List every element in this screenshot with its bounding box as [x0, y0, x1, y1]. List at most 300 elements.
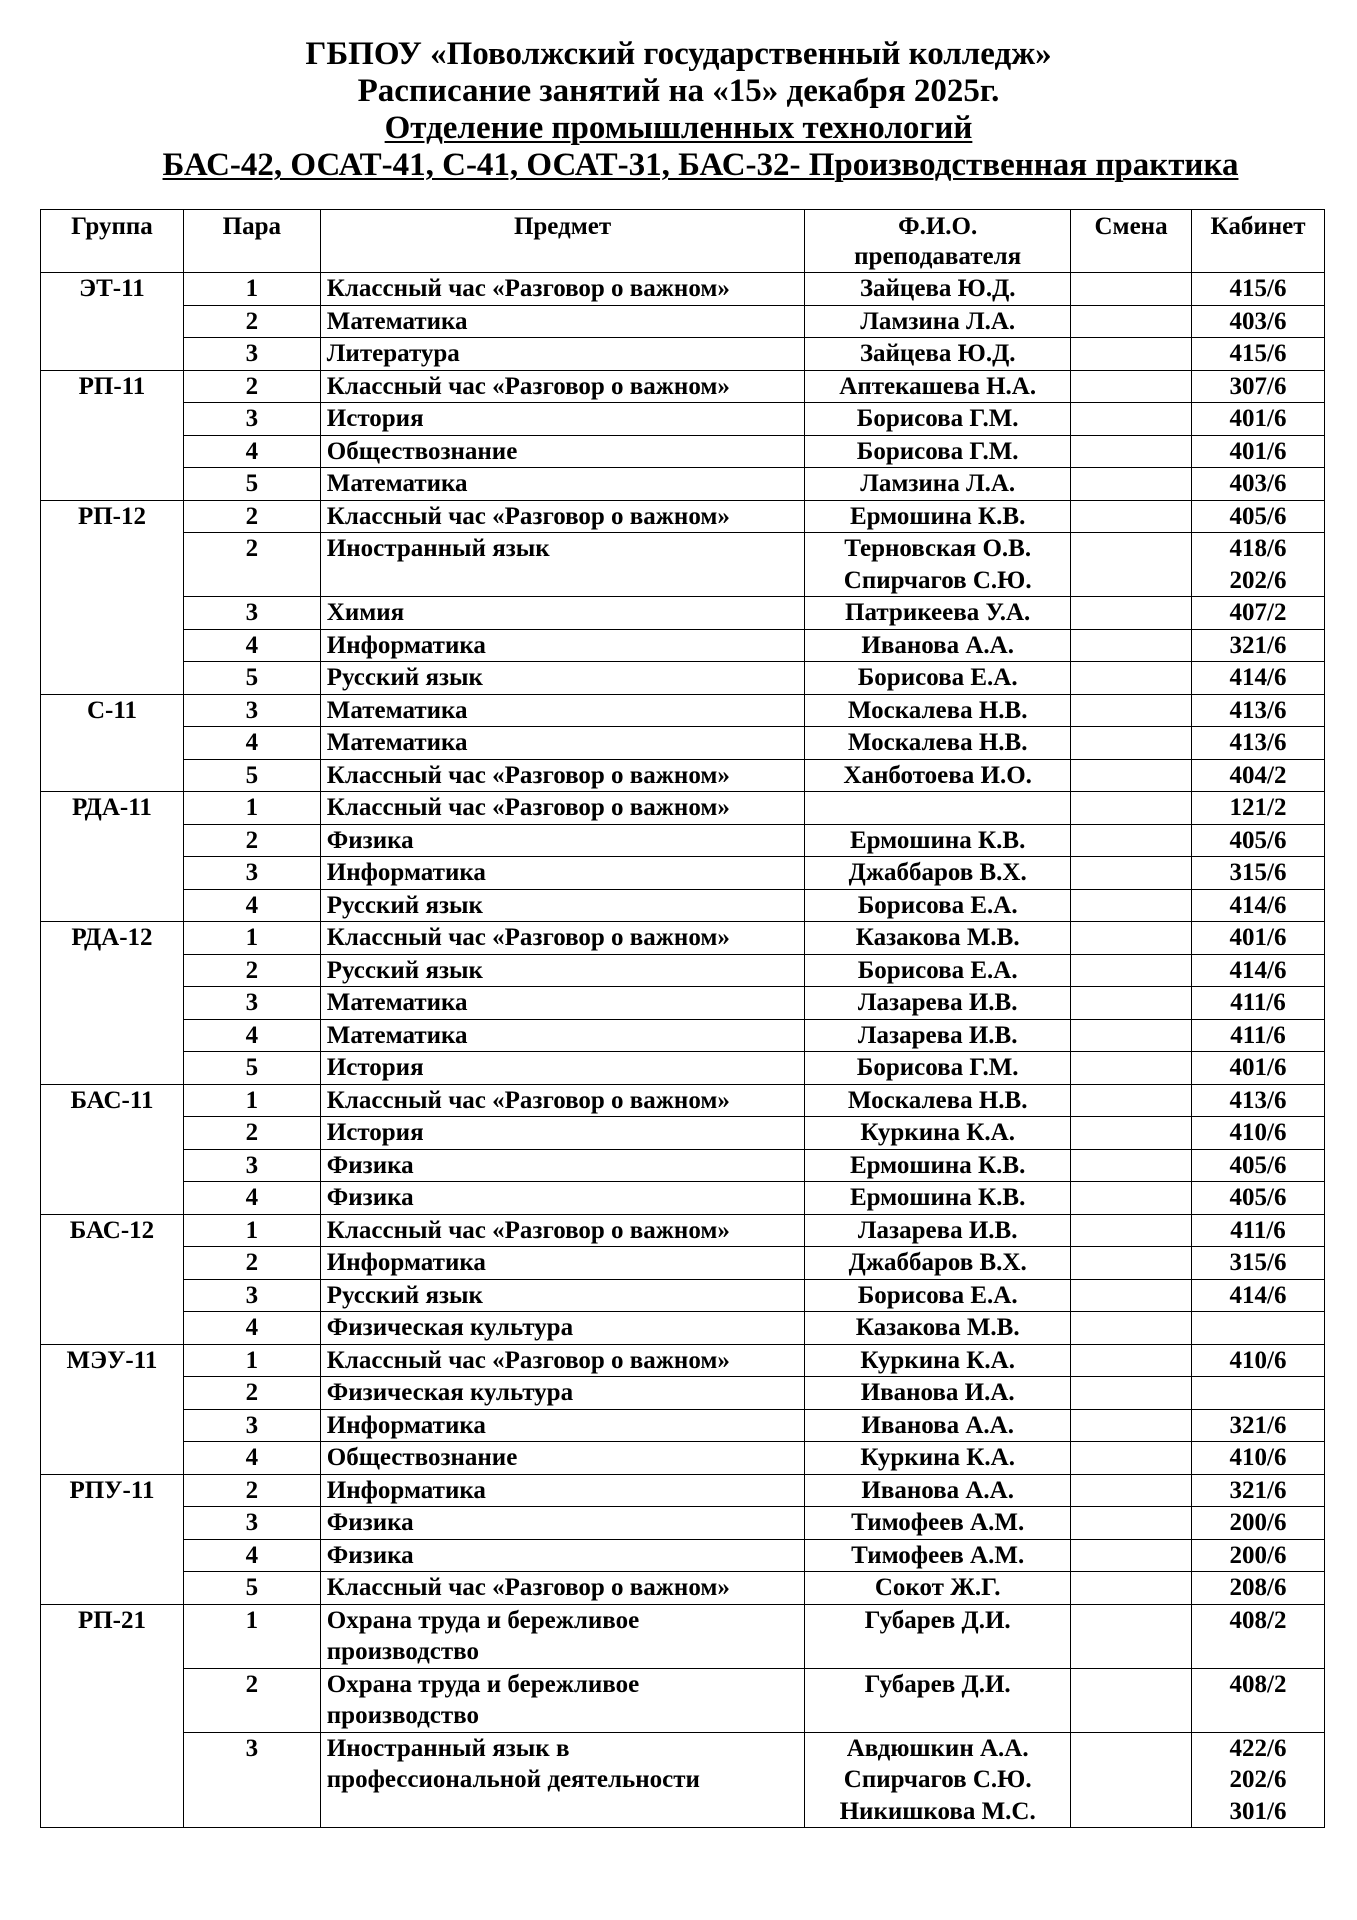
teacher-name: Москалева Н.В.: [847, 729, 1028, 756]
subject-cell: [320, 662, 804, 695]
teacher-name: Ермошина К.В.: [849, 1151, 1026, 1179]
pair-number-cell: 3: [183, 1507, 320, 1540]
teacher-name: Борисова Г.М.: [856, 1054, 1019, 1081]
room-number: 413/6: [1229, 1086, 1287, 1114]
subject-line: Физика: [326, 1509, 414, 1536]
room-number: 403/6: [1229, 470, 1287, 497]
teacher-name: Борисова Г.М.: [856, 405, 1019, 432]
shift-cell: [1071, 889, 1192, 922]
subject-line: Классный час «Разговор о важном»: [326, 1574, 730, 1601]
shift-cell: [1071, 1312, 1192, 1345]
teacher-name: Ермошина К.В.: [849, 1184, 1026, 1211]
column-header-shift: Смена: [1071, 210, 1192, 273]
teacher-cell: [805, 1214, 1071, 1247]
table-row: [41, 403, 1325, 436]
teacher-cell: [805, 1312, 1071, 1345]
teacher-name: Зайцева Ю.Д.: [859, 275, 1016, 302]
room-number: 404/2: [1229, 761, 1287, 789]
pair-number-cell: 2: [183, 370, 320, 403]
teacher-cell: [805, 370, 1071, 403]
room-cell: [1192, 1409, 1325, 1442]
shift-cell: [1071, 597, 1192, 630]
shift-cell: [1071, 1507, 1192, 1540]
pair-number-cell: 3: [183, 338, 320, 371]
room-number: 407/2: [1229, 599, 1287, 626]
table-row: [41, 662, 1325, 695]
teacher-name: Аптекашева Н.А.: [839, 372, 1037, 400]
teacher-name: Тимофеев А.М.: [851, 1541, 1025, 1569]
shift-cell: [1071, 1604, 1192, 1668]
teacher-cell: [805, 1732, 1071, 1828]
table-row: [41, 1149, 1325, 1182]
pair-number-cell: 1: [183, 273, 320, 306]
column-header-teacher-line2: преподавателя: [854, 243, 1022, 270]
subject-line: профессиональной деятельности: [326, 1766, 700, 1793]
teacher-cell: [805, 922, 1071, 955]
subject-cell: [320, 338, 804, 371]
teacher-name: Авдюшкин А.А.: [846, 1734, 1029, 1762]
teacher-cell: [805, 338, 1071, 371]
shift-cell: [1071, 1084, 1192, 1117]
room-cell: [1192, 1442, 1325, 1475]
subject-line: Информатика: [326, 1249, 486, 1276]
teacher-name: Иванова А.А.: [861, 1411, 1014, 1439]
room-cell: [1192, 987, 1325, 1020]
room-number: 410/6: [1229, 1444, 1287, 1471]
shift-cell: [1071, 1442, 1192, 1475]
teacher-cell: [805, 468, 1071, 501]
shift-cell: [1071, 922, 1192, 955]
table-row: [41, 533, 1325, 597]
subject-line: Русский язык: [326, 664, 483, 691]
teacher-cell: [805, 759, 1071, 792]
teacher-cell: [805, 824, 1071, 857]
room-cell: [1192, 1182, 1325, 1215]
shift-cell: [1071, 1214, 1192, 1247]
subject-line: Физика: [326, 826, 414, 854]
table-row: [41, 1507, 1325, 1540]
subject-line: Физическая культура: [326, 1379, 574, 1406]
table-row: [41, 370, 1325, 403]
room-cell: [1192, 1052, 1325, 1085]
teacher-cell: [805, 792, 1071, 825]
column-header-group: Группа: [41, 210, 184, 273]
teacher-name: Лазарева И.В.: [857, 989, 1018, 1016]
room-number: 414/6: [1229, 891, 1287, 919]
table-row: [41, 1312, 1325, 1345]
table-row: [41, 1377, 1325, 1410]
subject-cell: [320, 792, 804, 825]
table-row: [41, 792, 1325, 825]
pair-number-cell: 5: [183, 662, 320, 695]
subject-cell: [320, 1604, 804, 1668]
subject-line: Информатика: [326, 1476, 486, 1504]
room-number: 405/6: [1229, 1184, 1287, 1211]
teacher-name: Москалева Н.В.: [847, 696, 1028, 724]
room-number: 200/6: [1229, 1509, 1287, 1536]
teacher-name: Москалева Н.В.: [847, 1086, 1028, 1114]
room-cell: [1192, 1019, 1325, 1052]
room-number: 414/6: [1229, 1281, 1287, 1309]
room-cell: [1192, 759, 1325, 792]
subject-cell: [320, 889, 804, 922]
room-cell: [1192, 1732, 1325, 1828]
teacher-cell: [805, 1279, 1071, 1312]
subject-cell: [320, 629, 804, 662]
room-cell: [1192, 1279, 1325, 1312]
teacher-cell: [805, 1377, 1071, 1410]
subject-cell: [320, 954, 804, 987]
pair-number-cell: 4: [183, 1312, 320, 1345]
practice-groups-note: БАС-42, ОСАТ-41, С-41, ОСАТ-31, БАС-32- Производственная практика: [162, 147, 1239, 183]
room-number: 405/6: [1229, 826, 1287, 854]
table-row: [41, 435, 1325, 468]
group-name-cell: РП-11: [41, 370, 184, 500]
teacher-name: Борисова Е.А.: [857, 956, 1018, 984]
room-number: 415/6: [1229, 275, 1287, 302]
subject-cell: [320, 1084, 804, 1117]
shift-cell: [1071, 824, 1192, 857]
teacher-name: Борисова Е.А.: [857, 664, 1018, 691]
teacher-name: Казакова М.В.: [855, 1314, 1020, 1341]
teacher-name: Куркина К.А.: [860, 1444, 1015, 1471]
teacher-cell: [805, 305, 1071, 338]
shift-cell: [1071, 403, 1192, 436]
subject-cell: [320, 305, 804, 338]
room-cell: [1192, 468, 1325, 501]
pair-number-cell: 4: [183, 889, 320, 922]
teacher-name: Ламзина Л.А.: [860, 470, 1016, 497]
teacher-cell: [805, 273, 1071, 306]
teacher-name: Патрикеева У.А.: [845, 599, 1031, 626]
pair-number-cell: 4: [183, 1019, 320, 1052]
teacher-cell: [805, 1604, 1071, 1668]
subject-cell: [320, 1312, 804, 1345]
subject-cell: [320, 1019, 804, 1052]
teacher-cell: [805, 1149, 1071, 1182]
room-number: 418/6: [1229, 535, 1287, 562]
subject-cell: [320, 1247, 804, 1280]
pair-number-cell: 5: [183, 759, 320, 792]
pair-number-cell: 2: [183, 1247, 320, 1280]
teacher-name: Спирчагов С.Ю.: [843, 566, 1032, 594]
teacher-name: Лазарева И.В.: [857, 1021, 1018, 1049]
pair-number-cell: 5: [183, 1572, 320, 1605]
pair-number-cell: 3: [183, 857, 320, 890]
room-number: 411/6: [1230, 1021, 1286, 1049]
shift-cell: [1071, 629, 1192, 662]
teacher-cell: [805, 1442, 1071, 1475]
subject-line: Физика: [326, 1151, 414, 1179]
table-row: [41, 597, 1325, 630]
room-number: 321/6: [1229, 631, 1287, 659]
subject-line: Классный час «Разговор о важном»: [326, 502, 730, 530]
room-cell: [1192, 533, 1325, 597]
subject-line: Классный час «Разговор о важном»: [326, 1216, 730, 1244]
subject-cell: [320, 1149, 804, 1182]
schedule-body: [41, 273, 1325, 1828]
room-number: 401/6: [1229, 405, 1287, 432]
subject-line: Классный час «Разговор о важном»: [326, 1086, 730, 1114]
teacher-cell: [805, 857, 1071, 890]
teacher-name: Иванова А.А.: [861, 631, 1014, 659]
pair-number-cell: 5: [183, 468, 320, 501]
room-cell: [1192, 629, 1325, 662]
room-cell: [1192, 1377, 1325, 1410]
pair-number-cell: 5: [183, 1052, 320, 1085]
room-cell: [1192, 824, 1325, 857]
shift-cell: [1071, 273, 1192, 306]
subject-line: Физика: [326, 1184, 414, 1211]
room-cell: [1192, 1117, 1325, 1150]
table-row: [41, 500, 1325, 533]
subject-cell: [320, 273, 804, 306]
table-row: [41, 1279, 1325, 1312]
teacher-name: Иванова И.А.: [860, 1379, 1015, 1406]
shift-cell: [1071, 694, 1192, 727]
subject-cell: [320, 1507, 804, 1540]
subject-line: Классный час «Разговор о важном»: [326, 372, 730, 400]
teacher-name: Тимофеев А.М.: [851, 1509, 1025, 1536]
table-row: [41, 1604, 1325, 1668]
table-row: [41, 1182, 1325, 1215]
table-row: [41, 987, 1325, 1020]
room-number: 401/6: [1229, 437, 1287, 465]
pair-number-cell: 1: [183, 1604, 320, 1668]
teacher-cell: [805, 1409, 1071, 1442]
subject-cell: [320, 1572, 804, 1605]
table-row: [41, 273, 1325, 306]
teacher-name: Лазарева И.В.: [857, 1216, 1018, 1244]
room-cell: [1192, 403, 1325, 436]
table-row: [41, 468, 1325, 501]
teacher-cell: [805, 1019, 1071, 1052]
teacher-cell: [805, 629, 1071, 662]
shift-cell: [1071, 1377, 1192, 1410]
subject-cell: [320, 1409, 804, 1442]
teacher-name: Зайцева Ю.Д.: [859, 340, 1016, 367]
subject-cell: [320, 1442, 804, 1475]
shift-cell: [1071, 533, 1192, 597]
teacher-name: Борисова Е.А.: [857, 1281, 1018, 1309]
room-cell: [1192, 1539, 1325, 1572]
table-row: [41, 1668, 1325, 1732]
room-number: 315/6: [1229, 1249, 1287, 1276]
teacher-cell: [805, 1344, 1071, 1377]
subject-line: Литература: [326, 340, 460, 367]
pair-number-cell: 3: [183, 597, 320, 630]
teacher-name: Куркина К.А.: [860, 1346, 1015, 1374]
teacher-cell: [805, 1084, 1071, 1117]
subject-cell: [320, 1052, 804, 1085]
college-name: ГБПОУ «Поволжский государственный колледж»: [305, 36, 1052, 72]
subject-cell: [320, 500, 804, 533]
pair-number-cell: 1: [183, 1344, 320, 1377]
subject-line: Иностранный язык в: [326, 1734, 570, 1762]
room-number: 413/6: [1229, 729, 1287, 756]
teacher-cell: [805, 1668, 1071, 1732]
room-number: 415/6: [1229, 340, 1287, 367]
shift-cell: [1071, 305, 1192, 338]
shift-cell: [1071, 1732, 1192, 1828]
subject-cell: [320, 1732, 804, 1828]
subject-cell: [320, 694, 804, 727]
teacher-name: Спирчагов С.Ю.: [843, 1766, 1032, 1793]
teacher-name: Борисова Г.М.: [856, 437, 1019, 465]
teacher-cell: [805, 987, 1071, 1020]
pair-number-cell: 3: [183, 1732, 320, 1828]
subject-cell: [320, 1344, 804, 1377]
teacher-cell: [805, 1052, 1071, 1085]
subject-line: Охрана труда и бережливое: [326, 1606, 640, 1634]
room-cell: [1192, 662, 1325, 695]
room-cell: [1192, 792, 1325, 825]
teacher-cell: [805, 597, 1071, 630]
table-row: [41, 694, 1325, 727]
group-name-cell: РП-12: [41, 500, 184, 694]
pair-number-cell: 4: [183, 435, 320, 468]
shift-cell: [1071, 338, 1192, 371]
pair-number-cell: 3: [183, 1409, 320, 1442]
teacher-cell: [805, 1539, 1071, 1572]
column-header-room: Кабинет: [1192, 210, 1325, 273]
subject-cell: [320, 370, 804, 403]
room-cell: [1192, 1604, 1325, 1668]
room-cell: [1192, 305, 1325, 338]
subject-line: Русский язык: [326, 1281, 483, 1309]
shift-cell: [1071, 1409, 1192, 1442]
table-row: [41, 1019, 1325, 1052]
subject-cell: [320, 1182, 804, 1215]
group-name-cell: РП-21: [41, 1604, 184, 1828]
subject-cell: [320, 403, 804, 436]
teacher-cell: [805, 954, 1071, 987]
shift-cell: [1071, 1019, 1192, 1052]
room-number: 202/6: [1229, 566, 1287, 594]
shift-cell: [1071, 987, 1192, 1020]
teacher-cell: [805, 533, 1071, 597]
teacher-name: Ханботоева И.О.: [843, 761, 1032, 789]
subject-cell: [320, 1377, 804, 1410]
pair-number-cell: 2: [183, 1474, 320, 1507]
subject-cell: [320, 1539, 804, 1572]
room-cell: [1192, 694, 1325, 727]
column-header-teacher: [805, 210, 1071, 273]
teacher-name: Никишкова М.С.: [839, 1797, 1036, 1825]
subject-line: Математика: [326, 989, 468, 1016]
column-header-teacher-line1: Ф.И.О.: [898, 213, 978, 240]
pair-number-cell: 1: [183, 922, 320, 955]
table-header-row: [41, 210, 1325, 273]
room-cell: [1192, 500, 1325, 533]
table-row: [41, 1572, 1325, 1605]
room-cell: [1192, 1474, 1325, 1507]
room-cell: [1192, 1507, 1325, 1540]
subject-cell: [320, 435, 804, 468]
subject-line: Русский язык: [326, 956, 483, 984]
pair-number-cell: 3: [183, 1149, 320, 1182]
pair-number-cell: 4: [183, 1182, 320, 1215]
subject-cell: [320, 468, 804, 501]
room-number: 403/6: [1229, 307, 1287, 335]
subject-line: Информатика: [326, 631, 486, 659]
subject-cell: [320, 1668, 804, 1732]
room-number: 414/6: [1229, 664, 1287, 691]
room-cell: [1192, 727, 1325, 760]
table-row: [41, 1732, 1325, 1828]
group-name-cell: РДА-11: [41, 792, 184, 922]
subject-cell: [320, 759, 804, 792]
shift-cell: [1071, 857, 1192, 890]
room-cell: [1192, 1214, 1325, 1247]
shift-cell: [1071, 500, 1192, 533]
room-number: 410/6: [1229, 1346, 1287, 1374]
teacher-name: Ламзина Л.А.: [860, 307, 1016, 335]
room-cell: [1192, 1247, 1325, 1280]
room-number: 200/6: [1229, 1541, 1287, 1569]
room-cell: [1192, 597, 1325, 630]
subject-line: Классный час «Разговор о важном»: [326, 275, 730, 302]
shift-cell: [1071, 1117, 1192, 1150]
teacher-cell: [805, 1474, 1071, 1507]
shift-cell: [1071, 1279, 1192, 1312]
pair-number-cell: 2: [183, 1377, 320, 1410]
table-row: [41, 922, 1325, 955]
subject-cell: [320, 857, 804, 890]
teacher-name: Сокот Ж.Г.: [874, 1574, 1001, 1601]
teacher-cell: [805, 694, 1071, 727]
subject-line: Химия: [326, 599, 405, 626]
room-number: 411/6: [1230, 989, 1286, 1016]
column-header-subject: Предмет: [320, 210, 804, 273]
subject-cell: [320, 727, 804, 760]
subject-cell: [320, 597, 804, 630]
room-number: 413/6: [1229, 696, 1287, 724]
room-number: 315/6: [1229, 859, 1287, 886]
shift-cell: [1071, 1572, 1192, 1605]
subject-line: Русский язык: [326, 891, 483, 919]
subject-line: История: [326, 1054, 424, 1081]
subject-line: Классный час «Разговор о важном»: [326, 761, 730, 789]
shift-cell: [1071, 1344, 1192, 1377]
teacher-cell: [805, 500, 1071, 533]
subject-line: Классный час «Разговор о важном»: [326, 1346, 730, 1374]
room-number: 411/6: [1230, 1216, 1286, 1244]
teacher-cell: [805, 727, 1071, 760]
pair-number-cell: 2: [183, 305, 320, 338]
teacher-cell: [805, 889, 1071, 922]
room-cell: [1192, 435, 1325, 468]
shift-cell: [1071, 759, 1192, 792]
table-row: [41, 727, 1325, 760]
table-row: [41, 954, 1325, 987]
table-row: [41, 857, 1325, 890]
pair-number-cell: 3: [183, 987, 320, 1020]
group-name-cell: РПУ-11: [41, 1474, 184, 1604]
room-cell: [1192, 1344, 1325, 1377]
subject-line: Физика: [326, 1541, 414, 1569]
subject-line: Классный час «Разговор о важном»: [326, 924, 730, 951]
room-cell: [1192, 1668, 1325, 1732]
pair-number-cell: 4: [183, 727, 320, 760]
room-number: 301/6: [1229, 1797, 1287, 1825]
document-header: [0, 36, 1357, 184]
shift-cell: [1071, 1149, 1192, 1182]
teacher-cell: [805, 1247, 1071, 1280]
table-row: [41, 1247, 1325, 1280]
group-name-cell: РДА-12: [41, 922, 184, 1085]
shift-cell: [1071, 662, 1192, 695]
